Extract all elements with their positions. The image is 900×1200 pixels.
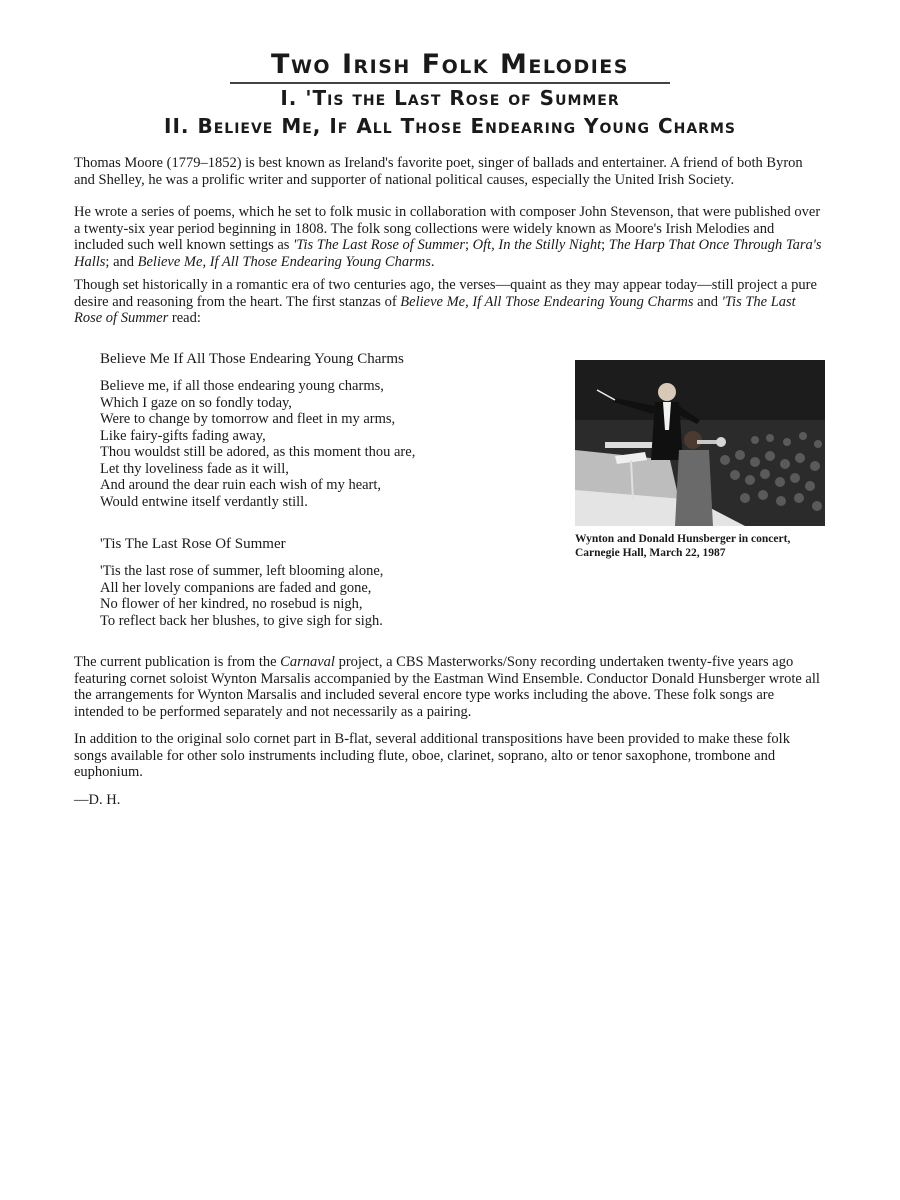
poem-line: Thou wouldst still be adored, as this moment thou are, xyxy=(100,444,416,460)
separator: ; xyxy=(601,237,609,253)
poem-1-stanza xyxy=(100,378,540,510)
poem-line: Were to change by tomorrow and fleet in my arms, xyxy=(100,411,396,427)
intro-paragraph-3 xyxy=(74,277,826,327)
intro-paragraph-1 xyxy=(74,155,826,188)
concert-photo-illustration xyxy=(575,360,825,526)
subtitle-first: I. 'Tis the Last Rose of Summer xyxy=(280,86,620,110)
poem-1-title: Believe Me If All Those Endearing Young Charms xyxy=(100,351,404,367)
song-title-stilly-night: Oft, In the Stilly Night xyxy=(472,237,602,253)
intro-p3-ending: read: xyxy=(168,310,201,326)
song-title-believe-me: Believe Me, If All Those Endearing Young Charms xyxy=(400,293,694,310)
period: . xyxy=(430,253,435,270)
project-title-carnaval: Carnaval xyxy=(280,654,335,670)
photo-caption xyxy=(575,533,835,560)
intro-paragraph-2 xyxy=(74,204,826,270)
photo-caption-line-2: Carnegie Hall, March 22, 1987 xyxy=(575,546,726,559)
song-title-last-rose: 'Tis The Last Rose of Summer xyxy=(74,293,796,326)
signature-text: —D. H. xyxy=(74,792,121,808)
photo-caption-line-1: Wynton and Donald Hunsberger in concert, xyxy=(575,533,791,545)
song-title-believe-me: Believe Me, If All Those Endearing Young Charms xyxy=(137,253,431,270)
closing-paragraph-1 xyxy=(74,654,826,720)
page-title: Two Irish Folk Melodies xyxy=(230,50,670,84)
poem-line: Like fairy-gifts fading away, xyxy=(100,427,266,444)
intro-p1-text: Thomas Moore (1779–1852) is best known as Ireland's favorite poet, singer of ballads and entertainer. A friend of both Byron and Shelley, he was a prolific writer and supporter of national political causes, especially the United Irish Society. xyxy=(74,155,803,188)
closing-p1-text-rest: project, a CBS Masterworks/Sony recording undertaken twenty-five years ago featuring cornet soloist Wynton Marsalis accompanied by the Eastman Wind Ensemble. Conductor Donald Hunsberger wrote all the arrangements for Wynton Marsalis and included several encore type works including the above. These folk songs are intended to be performed separately and not necessarily as a pairing. xyxy=(74,654,820,720)
poem-2-stanza xyxy=(100,563,540,629)
poem-line: 'Tis the last rose of summer, left blooming alone, xyxy=(100,563,384,579)
closing-p1-text: The current publication is from the xyxy=(74,654,281,670)
separator: ; xyxy=(464,237,473,253)
poem-line: No flower of her kindred, no rosebud is nigh, xyxy=(100,596,363,612)
poem-line: Would entwine itself verdantly still. xyxy=(100,493,308,510)
closing-paragraph-2 xyxy=(74,731,826,781)
song-title-harp: The Harp That Once Through Tara's Halls xyxy=(74,237,822,270)
poem-2-title: 'Tis The Last Rose Of Summer xyxy=(100,536,286,552)
subtitle-second: II. Believe Me, If All Those Endearing Young Charms xyxy=(164,114,736,138)
intro-p3-text: Though set historically in a romantic era of two centuries ago, the verses—quaint as they may appear today—still project a pure desire and reasoning from the heart. The first stanzas of xyxy=(74,277,817,310)
song-title-last-rose: 'Tis The Last Rose of Summer xyxy=(293,237,465,253)
poem-line: Let thy loveliness fade as it will, xyxy=(100,460,289,477)
intro-p2-text: He wrote a series of poems, which he set to folk music in collaboration with composer John Stevenson, that were published over a twenty-six year period beginning in 1808. The folk song collections were widely known as Moore's Irish Melodies and included such well known settings as xyxy=(74,204,821,253)
poem-line: To reflect back her blushes, to give sigh for sigh. xyxy=(100,612,383,629)
poem-line: And around the dear ruin each wish of my heart, xyxy=(100,477,382,493)
separator: ; and xyxy=(105,253,138,270)
poem-line: Believe me, if all those endearing young charms, xyxy=(100,378,384,394)
separator: and xyxy=(693,293,722,310)
signature xyxy=(74,792,826,809)
poem-line: Which I gaze on so fondly today, xyxy=(100,394,292,411)
concert-photo xyxy=(575,360,825,526)
poem-line: All her lovely companions are faded and gone, xyxy=(100,579,372,596)
heading-block xyxy=(0,50,900,138)
closing-p2-text: In addition to the original solo cornet part in B-flat, several additional transpositions have been provided to make these folk songs available for other solo instruments including flute, oboe, clarinet, soprano, alto or tenor saxophone, trombone and euphonium. xyxy=(74,731,790,780)
